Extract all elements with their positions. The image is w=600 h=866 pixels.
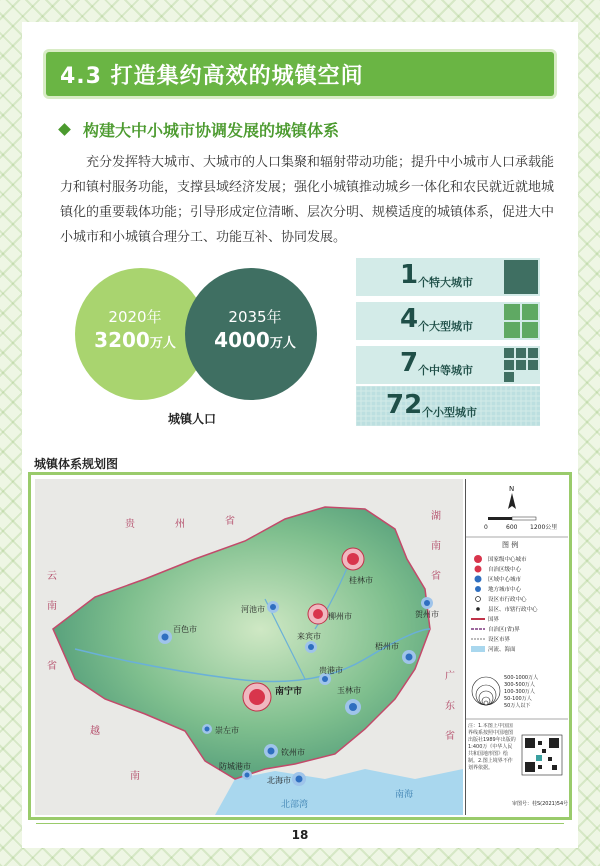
map-label: 省 — [47, 661, 57, 672]
footer-divider — [36, 823, 564, 824]
svg-text:自治区(省)界: 自治区(省)界 — [488, 627, 520, 633]
north-arrow-icon — [508, 485, 516, 509]
legend-item — [476, 605, 538, 613]
map-title: 城镇体系规划图 — [34, 457, 119, 471]
legend-title: 图 例 — [502, 541, 519, 549]
city-name: 贺州市 — [415, 610, 439, 619]
tier-count: 1 — [400, 260, 419, 290]
diamond-bullet-icon — [58, 123, 71, 136]
section-title: 4.3 打造集约高效的城镇空间 — [60, 64, 364, 89]
population-2035-year: 2035年 — [228, 308, 282, 326]
tier-label: 个大型城市 — [418, 320, 473, 333]
svg-text:500-1000万人: 500-1000万人 — [504, 675, 539, 681]
sea-label: 北部湾 — [281, 800, 309, 810]
map-label: 州 — [175, 519, 185, 530]
svg-text:设区市行政中心: 设区市行政中心 — [488, 597, 527, 603]
city-name: 百色市 — [173, 625, 197, 634]
legend-item — [471, 635, 511, 643]
svg-text:0: 0 — [484, 524, 488, 531]
city-name: 钦州市 — [281, 748, 305, 757]
city-name: 桂林市 — [349, 576, 373, 585]
svg-text:区域中心城市: 区域中心城市 — [488, 577, 522, 583]
map-label: 东 — [445, 701, 455, 712]
tier-megacity — [356, 258, 540, 296]
map-label: 云 — [47, 571, 57, 582]
map-label: 贵 — [125, 519, 135, 530]
map-label: 省 — [431, 571, 441, 582]
map-label: 省 — [445, 731, 455, 742]
population-label: 城镇人口 — [168, 412, 217, 426]
svg-text:国家级中心城市: 国家级中心城市 — [488, 557, 527, 563]
page-number: 18 — [291, 828, 309, 842]
map-label: 广 — [445, 671, 455, 682]
city-name: 防城港市 — [219, 762, 251, 771]
map-area — [35, 479, 463, 815]
city-name: 北海市 — [267, 776, 291, 785]
tier-count: 4 — [400, 304, 419, 334]
city-name: 玉林市 — [337, 686, 361, 695]
legend-item — [475, 575, 522, 583]
qr-code-icon — [522, 735, 562, 775]
legend-item — [474, 555, 527, 563]
tier-label: 个特大城市 — [418, 276, 473, 289]
legend-item — [475, 565, 522, 573]
tier-count: 72 — [386, 390, 423, 420]
population-2035-circle — [185, 268, 317, 400]
tier-squares-7 — [502, 346, 540, 384]
city-name: 来宾市 — [297, 632, 321, 641]
city-name: 崇左市 — [215, 726, 239, 735]
population-2035-value: 4000万人 — [214, 328, 296, 352]
map-frame — [28, 472, 572, 820]
subsection-heading — [60, 118, 339, 141]
tier-label: 个中等城市 — [418, 364, 473, 377]
city-name: 贵港市 — [319, 666, 343, 675]
tier-large — [356, 302, 540, 340]
section-title-bar — [46, 52, 554, 96]
tier-small — [356, 386, 540, 426]
svg-text:自治区级中心: 自治区级中心 — [488, 567, 522, 573]
size-legend — [472, 674, 538, 709]
approval-number: 审图号：桂S(2021)54号 — [512, 801, 568, 807]
svg-text:300-500万人: 300-500万人 — [504, 682, 535, 688]
population-2020-year: 2020年 — [108, 308, 162, 326]
body-paragraph: 充分发挥特大城市、大城市的人口集聚和辐射带动功能；提升中小城市人口承载能力和镇村服务功能，支撑县域经济发展；强化小城镇推动城乡一体化和农民就近就地城镇化的重要载体功能；引导形成定位清晰、层次分明、规模适度的城镇体系，促进大中小城市和小城镇合理分工、功能互补、协同发展。 — [60, 155, 555, 245]
city-marker-chongzuo — [202, 724, 239, 735]
map-label: 越 — [90, 726, 100, 737]
city-name: 南宁市 — [275, 687, 303, 697]
scale-bar — [484, 517, 557, 531]
svg-text:600: 600 — [506, 524, 518, 531]
map-legend-panel — [465, 479, 567, 815]
legend-item — [476, 595, 528, 603]
tier-label: 个小型城市 — [422, 406, 477, 419]
tier-squares-4 — [502, 302, 540, 340]
subsection-heading-text: 构建大中小城市协调发展的城镇体系 — [83, 121, 340, 140]
svg-text:设区市界: 设区市界 — [488, 637, 511, 643]
tier-count: 7 — [400, 348, 419, 378]
city-name: 河池市 — [241, 605, 265, 614]
svg-text:地方城市中心: 地方城市中心 — [488, 587, 522, 593]
svg-text:100-300万人: 100-300万人 — [504, 689, 535, 695]
legend-item — [471, 645, 516, 653]
city-name: 梧州市 — [375, 642, 399, 651]
svg-text:河流、海面: 河流、海面 — [488, 647, 516, 653]
map-label: 省 — [225, 516, 235, 527]
legend-item — [471, 615, 500, 623]
svg-text:50万人以下: 50万人以下 — [504, 703, 531, 709]
map-label: 南 — [130, 771, 140, 782]
svg-text:N: N — [509, 485, 515, 493]
map-label: 南 — [47, 601, 57, 612]
svg-text:国界: 国界 — [488, 617, 500, 623]
svg-text:县区、市辖行政中心: 县区、市辖行政中心 — [488, 607, 538, 613]
city-name: 柳州市 — [328, 612, 352, 621]
population-2020-value: 3200万人 — [94, 328, 176, 352]
map-svg — [35, 479, 463, 815]
legend-item — [475, 585, 522, 593]
map-label: 南 — [431, 541, 441, 552]
svg-text:50-100万人: 50-100万人 — [504, 696, 532, 702]
tier-medium — [356, 346, 540, 384]
map-label: 湖 — [431, 511, 441, 522]
svg-text:1200公里: 1200公里 — [530, 524, 558, 531]
legend-svg — [466, 479, 568, 815]
tier-squares-1 — [502, 258, 540, 296]
sea-label: 南海 — [395, 790, 414, 800]
map-note: 注：1.本图上中国国界线系按照中国地图出版社1989年出版的1:400万《中华人民共和国地形图》绘制。2.图上境界不作划界依据。 — [468, 723, 516, 771]
legend-item — [471, 625, 520, 633]
